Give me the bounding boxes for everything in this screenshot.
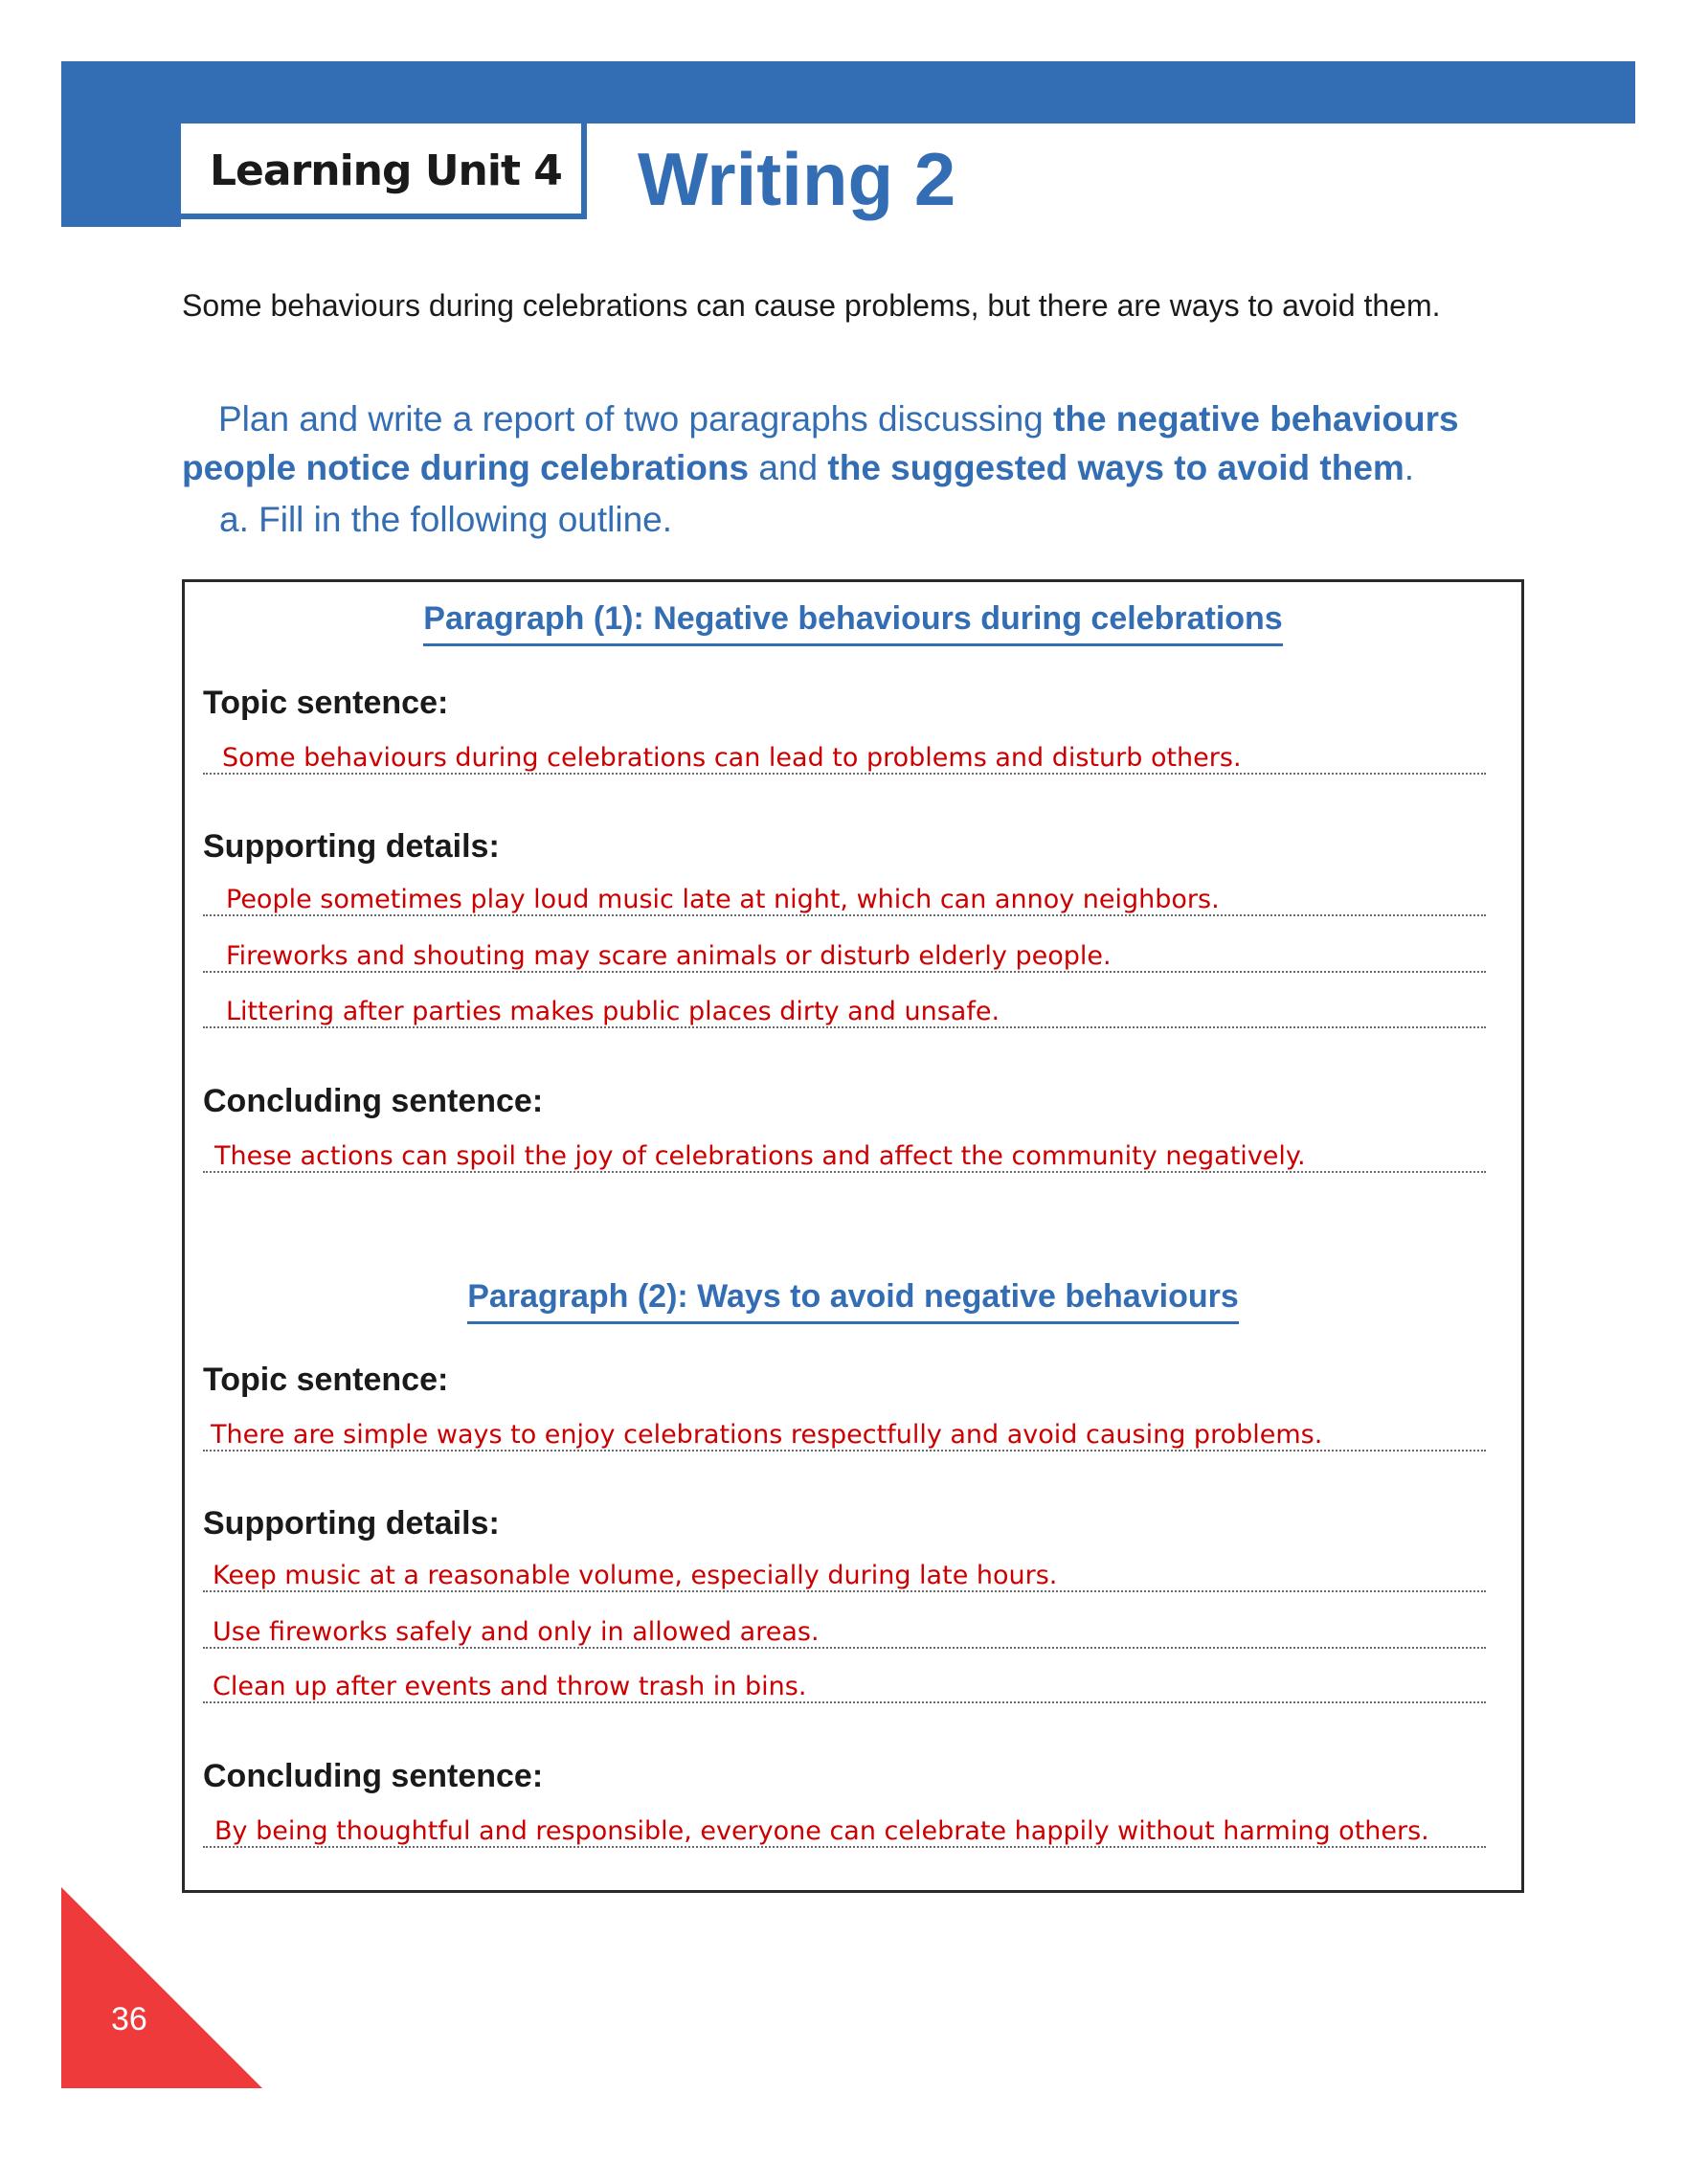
task-bold1: the negative behaviours people notice during celebrations [182,399,1459,487]
p2-concluding-line[interactable] [203,1804,1486,1848]
paragraph2-heading [185,1278,1521,1324]
corner-shape [61,1887,262,2088]
p2-detail-1: Keep music at a reasonable volume, especially during late hours. [213,1561,1058,1590]
p1-topic-line[interactable] [203,731,1486,775]
paragraph2-heading-text: Paragraph (2): Ways to avoid negative behaviours [467,1278,1239,1324]
p1-topic-label: Topic sentence: [203,685,449,721]
subtask-instruction: a. Fill in the following outline. [219,500,673,539]
page-corner-triangle [61,1887,262,2088]
p1-topic-answer: Some behaviours during celebrations can lead to problems and disturb others. [222,743,1242,773]
p2-topic-answer: There are simple ways to enjoy celebrations respectfully and avoid causing problems. [211,1420,1323,1450]
header-band [61,61,1635,124]
p1-supporting-label: Supporting details: [203,828,500,865]
header-side-band [61,124,181,227]
page-title: Writing 2 [638,137,956,221]
p1-concluding-line[interactable] [203,1129,1486,1173]
intro-text: Some behaviours during celebrations can cause problems, but there are ways to avoid them. [182,288,1441,323]
task-bold2: the suggested ways to avoid them [827,448,1405,487]
task-instructions [182,394,1541,492]
p2-detail-3: Clean up after events and throw trash in bins. [213,1672,807,1701]
p1-detail-1: People sometimes play loud music late at night, which can annoy neighbors. [226,885,1220,914]
p2-detail-line-2[interactable] [203,1605,1486,1649]
task-part1: Plan and write a report of two paragraphs discussing [218,399,1054,439]
p2-topic-label: Topic sentence: [203,1362,449,1398]
p1-detail-line-3[interactable] [203,984,1486,1028]
unit-label-box [181,124,587,219]
p2-concluding-answer: By being thoughtful and responsible, everyone can celebrate happily without harming others. [214,1816,1429,1846]
p2-concluding-label: Concluding sentence: [203,1758,544,1794]
p2-detail-line-3[interactable] [203,1659,1486,1703]
outline-box [182,579,1524,1893]
task-part2: and [749,448,828,487]
paragraph1-heading [185,600,1521,646]
p2-detail-line-1[interactable] [203,1548,1486,1592]
p2-topic-line[interactable] [203,1407,1486,1452]
p1-detail-3: Littering after parties makes public places dirty and unsafe. [226,997,1000,1026]
unit-label: Learning Unit 4 [210,146,562,195]
p2-supporting-label: Supporting details: [203,1505,500,1542]
task-part3: . [1404,448,1415,487]
p1-detail-line-2[interactable] [203,929,1486,973]
p2-detail-2: Use fireworks safely and only in allowed areas. [213,1617,820,1647]
p1-concluding-label: Concluding sentence: [203,1083,544,1119]
page-number: 36 [111,2001,147,2037]
paragraph1-heading-text: Paragraph (1): Negative behaviours during celebrations [423,600,1282,646]
p1-detail-line-1[interactable] [203,872,1486,916]
p1-detail-2: Fireworks and shouting may scare animals or disturb elderly people. [226,941,1112,971]
p1-concluding-answer: These actions can spoil the joy of celebrations and affect the community negatively. [214,1141,1306,1171]
